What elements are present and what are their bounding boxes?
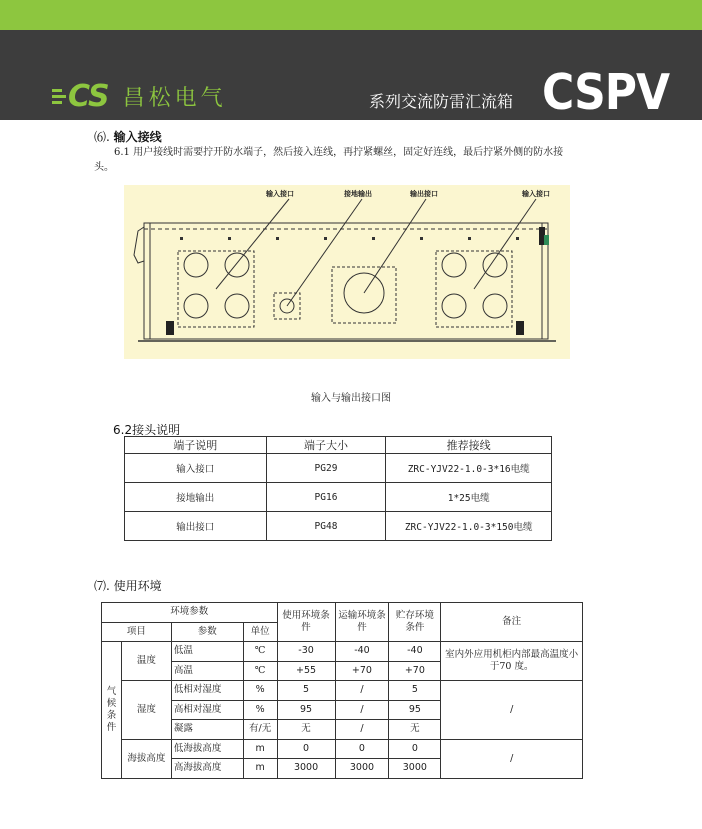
section-7-title: 使用环境 — [113, 579, 162, 593]
unit-cell: ℃ — [243, 661, 277, 681]
unit-cell: % — [243, 700, 277, 720]
unit-cell: m — [243, 759, 277, 779]
storage-cond-header: 贮存环境条件 — [389, 603, 441, 642]
storage-value: 5 — [389, 681, 441, 701]
storage-value: 3000 — [389, 759, 441, 779]
use-value: 5 — [277, 681, 335, 701]
storage-value: -40 — [389, 642, 441, 662]
section-7-heading — [94, 577, 162, 594]
transport-value: 3000 — [335, 759, 389, 779]
climate-group-label: 气 候 条 件 — [102, 642, 122, 779]
terminal-desc: 输出接口 — [125, 512, 267, 541]
humidity-group-label: 湿度 — [121, 681, 171, 740]
section-6-number: ⑹. — [94, 130, 110, 144]
table-row — [125, 483, 552, 512]
header-terminal-desc: 端子说明 — [125, 437, 267, 454]
section-7-number: ⑺. — [94, 579, 110, 593]
unit-cell: % — [243, 681, 277, 701]
header-recommended-wiring: 推荐接线 — [386, 437, 552, 454]
use-value: 3000 — [277, 759, 335, 779]
param-cell: 高相对湿度 — [171, 700, 243, 720]
unit-cell: 有/无 — [243, 720, 277, 740]
company-logo — [52, 80, 227, 112]
header-terminal-size: 端子大小 — [266, 437, 386, 454]
logo-stripes-icon — [52, 89, 66, 104]
section-6-heading — [94, 128, 162, 145]
env-params-header: 环境参数 — [102, 603, 278, 623]
table-row — [102, 739, 583, 759]
diagram-label-output: 输出接口 — [410, 190, 438, 198]
environment-table — [101, 602, 583, 779]
use-cond-header: 使用环境条件 — [277, 603, 335, 642]
wiring-instructions-line2: 头。 — [94, 162, 114, 173]
section-6-title: 输入接线 — [113, 130, 162, 144]
diagram-label-input-right: 输入接口 — [522, 190, 550, 198]
terminal-desc: 输入接口 — [125, 454, 267, 483]
temperature-group-label: 温度 — [121, 642, 171, 681]
connector-table-header — [125, 437, 552, 454]
remark-header: 备注 — [441, 603, 583, 642]
param-cell: 高海拔高度 — [171, 759, 243, 779]
product-brand: CSPV — [542, 64, 670, 122]
section-62-heading: 6.2接头说明 — [113, 423, 181, 437]
interface-diagram-drawing — [124, 185, 570, 359]
transport-value: / — [335, 720, 389, 740]
param-cell: 低海拔高度 — [171, 739, 243, 759]
table-row — [125, 454, 552, 483]
diagram-label-ground: 接地输出 — [344, 190, 372, 198]
storage-value: 95 — [389, 700, 441, 720]
altitude-group-label: 海拔高度 — [121, 739, 171, 778]
table-row — [125, 512, 552, 541]
interface-diagram — [124, 185, 570, 359]
param-cell: 低温 — [171, 642, 243, 662]
transport-value: -40 — [335, 642, 389, 662]
wiring-instructions-line1: 6.1 用户接线时需要拧开防水端子，然后接入连线，再拧紧螺丝，固定好连线，最后拧紧外侧的防水接 — [114, 147, 564, 158]
param-header: 参数 — [171, 622, 243, 642]
terminal-size: PG48 — [266, 512, 386, 541]
param-cell: 凝露 — [171, 720, 243, 740]
transport-cond-header: 运输环境条件 — [335, 603, 389, 642]
recommended-wiring: 1*25电缆 — [386, 483, 552, 512]
product-series-title: 系列交流防雷汇流箱 — [369, 92, 514, 111]
storage-value: 无 — [389, 720, 441, 740]
terminal-size: PG29 — [266, 454, 386, 483]
company-name: 昌松电气 — [122, 85, 227, 111]
connector-table — [124, 436, 552, 541]
diagram-caption: 输入与输出接口图 — [311, 393, 391, 404]
use-value: +55 — [277, 661, 335, 681]
unit-header: 单位 — [243, 622, 277, 642]
use-value: 95 — [277, 700, 335, 720]
logo-letters: CS — [68, 78, 109, 114]
terminal-desc: 接地输出 — [125, 483, 267, 512]
item-header: 项目 — [102, 622, 172, 642]
storage-value: 0 — [389, 739, 441, 759]
unit-cell: ℃ — [243, 642, 277, 662]
terminal-size: PG16 — [266, 483, 386, 512]
recommended-wiring: ZRC-YJV22-1.0-3*16电缆 — [386, 454, 552, 483]
use-value: -30 — [277, 642, 335, 662]
param-cell: 高温 — [171, 661, 243, 681]
wiring-instructions — [94, 145, 614, 175]
env-header-row-1 — [102, 603, 583, 623]
remark-temperature: 室内外应用机柜内部最高温度小于70 度。 — [441, 642, 583, 681]
recommended-wiring: ZRC-YJV22-1.0-3*150电缆 — [386, 512, 552, 541]
remark-humidity: / — [441, 681, 583, 740]
diagram-label-input-left: 输入接口 — [266, 190, 294, 198]
transport-value: 0 — [335, 739, 389, 759]
cs-logo-mark — [52, 79, 109, 114]
table-row — [102, 642, 583, 662]
transport-value: / — [335, 700, 389, 720]
use-value: 0 — [277, 739, 335, 759]
table-row — [102, 681, 583, 701]
top-accent-bar — [0, 0, 702, 30]
param-cell: 低相对湿度 — [171, 681, 243, 701]
transport-value: / — [335, 681, 389, 701]
unit-cell: m — [243, 739, 277, 759]
storage-value: +70 — [389, 661, 441, 681]
transport-value: +70 — [335, 661, 389, 681]
use-value: 无 — [277, 720, 335, 740]
remark-altitude: / — [441, 739, 583, 778]
